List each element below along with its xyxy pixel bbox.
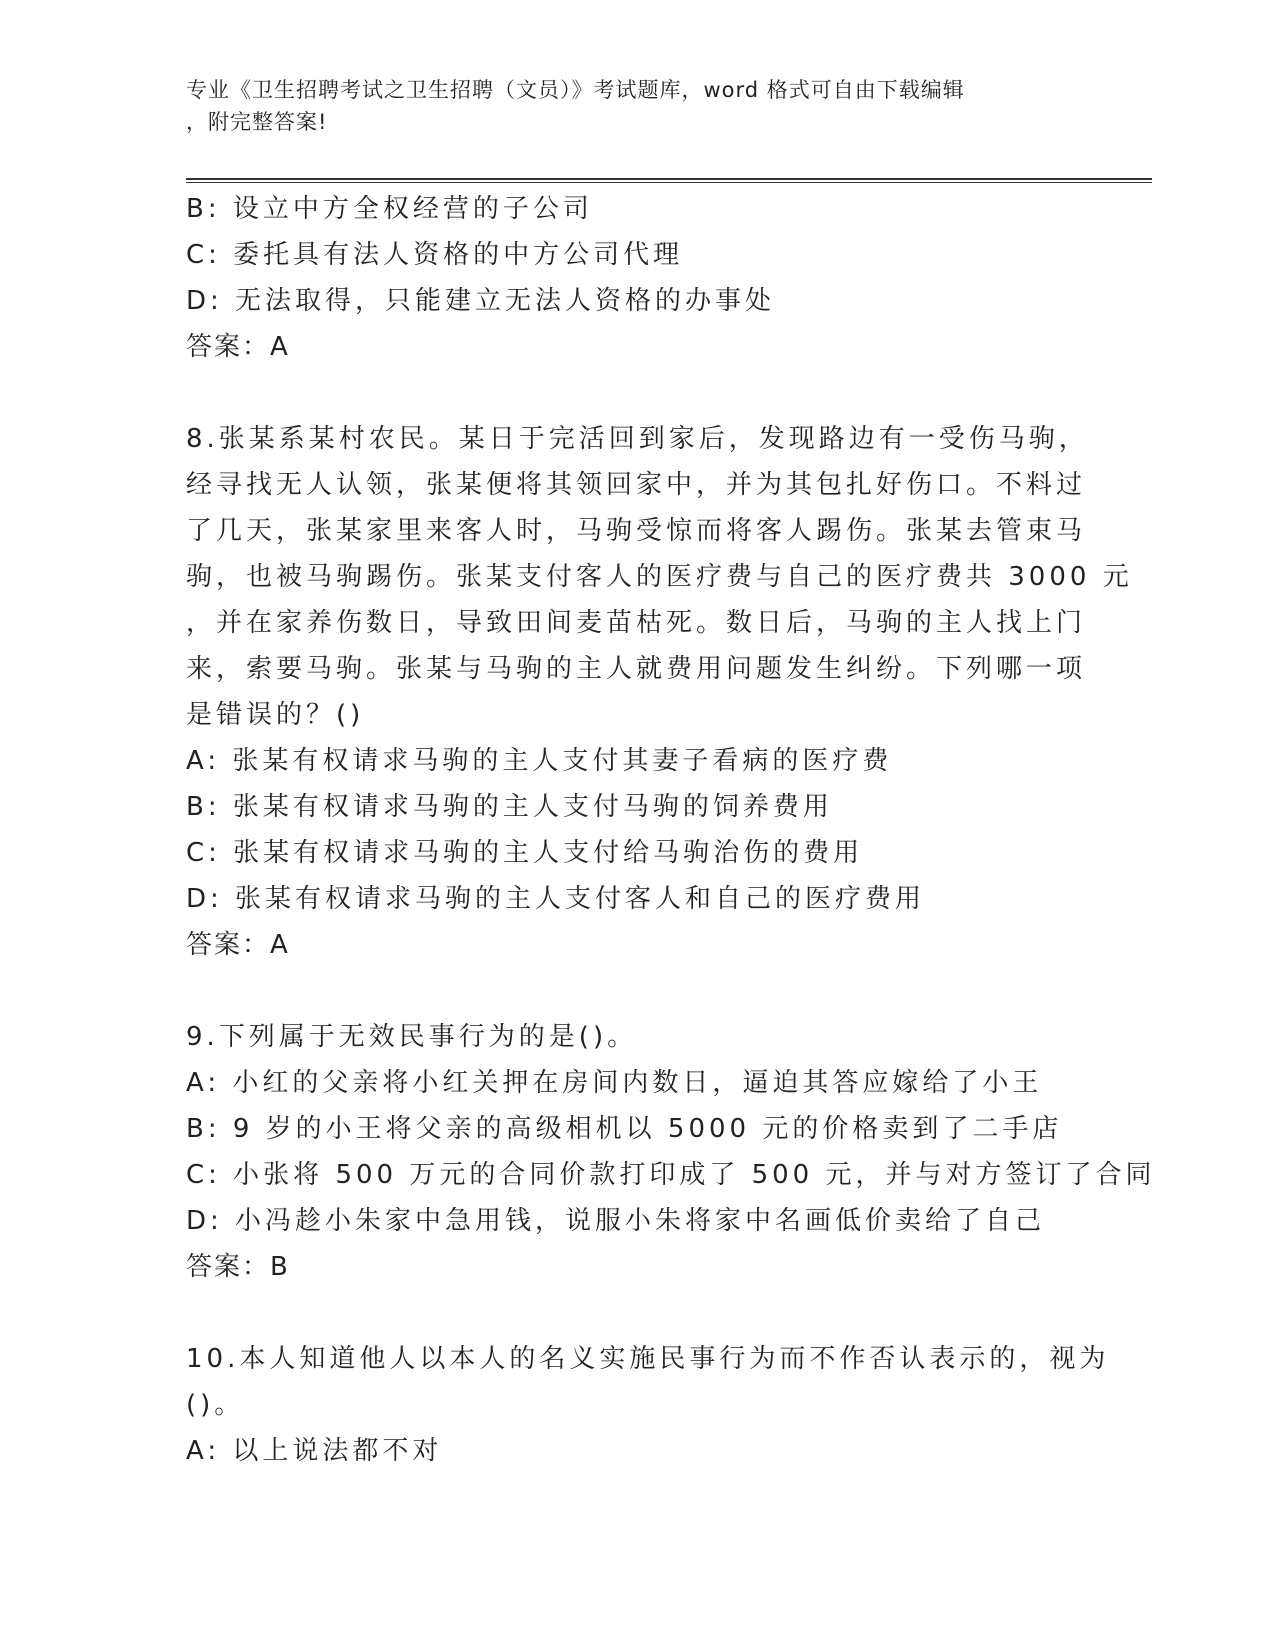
- option-d: D: 小冯趁小朱家中急用钱，说服小朱将家中名画低价卖给了自己: [186, 1206, 1046, 1236]
- spacer: [186, 968, 1086, 1014]
- header-line-1: 专业《卫生招聘考试之卫生招聘（文员）》考试题库，word 格式可自由下载编辑: [186, 78, 965, 102]
- question-line: 了几天，张某家里来客人时，马驹受惊而将客人踢伤。张某去管束马: [186, 516, 1087, 546]
- question-block-8: [186, 416, 1133, 968]
- spacer: [186, 370, 1086, 416]
- header-line-2: ，附完整答案!: [186, 110, 328, 134]
- question-text: [186, 1336, 1110, 1428]
- option-a: A: 小红的父亲将小红关押在房间内数日，逼迫其答应嫁给了小王: [186, 1068, 1043, 1098]
- question-line: ()。: [186, 1390, 245, 1420]
- question-line: 是错误的？(): [186, 700, 365, 730]
- question-line: 8.张某系某村农民。某日于完活回到家后，发现路边有一受伤马驹，: [186, 424, 1089, 454]
- option-c: C: 小张将 500 万元的合同价款打印成了 500 元，并与对方签订了合同: [186, 1160, 1156, 1190]
- question-line: 来，索要马驹。张某与马驹的主人就费用问题发生纠纷。下列哪一项: [186, 654, 1087, 684]
- question-block-7: [186, 186, 1086, 370]
- option-d: D: 无法取得，只能建立无法人资格的办事处: [186, 286, 776, 316]
- question-line: 9.下列属于无效民事行为的是()。: [186, 1022, 638, 1052]
- question-line: ，并在家养伤数日，导致田间麦苗枯死。数日后，马驹的主人找上门: [186, 608, 1087, 638]
- option-c: C: 委托具有法人资格的中方公司代理: [186, 240, 684, 270]
- option-a: A: 以上说法都不对: [186, 1436, 443, 1466]
- question-text: [186, 416, 1133, 738]
- answer-line: 答案：B: [186, 1252, 290, 1282]
- option-a: A: 张某有权请求马驹的主人支付其妻子看病的医疗费: [186, 746, 893, 776]
- option-b: B: 设立中方全权经营的子公司: [186, 194, 593, 224]
- answer-line: 答案：A: [186, 930, 290, 960]
- question-line: 10.本人知道他人以本人的名义实施民事行为而不作否认表示的，视为: [186, 1344, 1110, 1374]
- header-divider: [186, 178, 1152, 180]
- spacer: [186, 1290, 1086, 1336]
- option-b: B: 张某有权请求马驹的主人支付马驹的饲养费用: [186, 792, 833, 822]
- option-b: B: 9 岁的小王将父亲的高级相机以 5000 元的价格卖到了二手店: [186, 1114, 1063, 1144]
- option-c: C: 张某有权请求马驹的主人支付给马驹治伤的费用: [186, 838, 864, 868]
- question-line: 经寻找无人认领，张某便将其领回家中，并为其包扎好伤口。不料过: [186, 470, 1087, 500]
- question-text: [186, 1014, 1086, 1060]
- question-block-10: [186, 1336, 1110, 1474]
- answer-line: 答案：A: [186, 332, 290, 362]
- question-line: 驹，也被马驹踢伤。张某支付客人的医疗费与自己的医疗费共 3000 元: [186, 562, 1133, 592]
- question-list: [186, 186, 1156, 1474]
- question-block-9: [186, 1014, 1156, 1290]
- option-d: D: 张某有权请求马驹的主人支付客人和自己的医疗费用: [186, 884, 926, 914]
- document-header: [186, 74, 1066, 138]
